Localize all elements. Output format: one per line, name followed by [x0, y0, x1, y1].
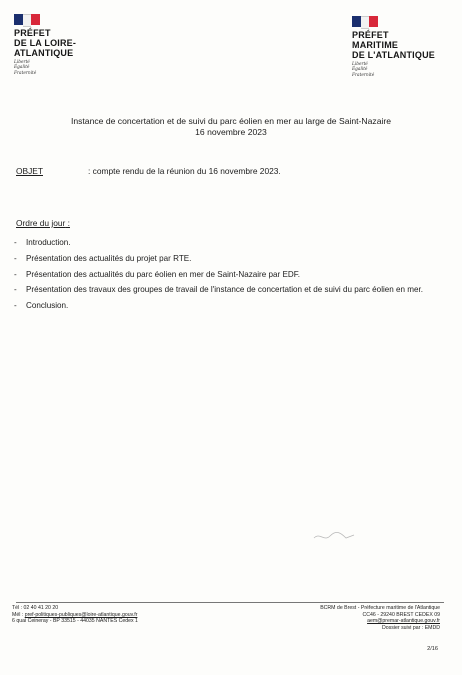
footer-divider: [16, 602, 444, 603]
agenda-item: - Conclusion.: [14, 301, 69, 311]
bullet-dash: -: [14, 238, 17, 247]
footer-mel-link[interactable]: pref-politiques-publiques@loire-atlantique.gouv.fr: [24, 611, 138, 618]
logo-right-title: PRÉFET MARITIME DE L'ATLANTIQUE: [352, 30, 435, 60]
objet-row: [16, 166, 281, 176]
marianne-flag-icon: [14, 14, 40, 25]
prefet-maritime-atlantique-logo: [352, 16, 435, 78]
agenda-list: [14, 238, 444, 317]
footer-tel: Tél : 02 40 41 20 20: [12, 605, 59, 611]
footer-right-line2: CC46 - 29240 BREST CEDEX 09: [362, 611, 440, 618]
logo-right-motto: Liberté Égalité Fraternité: [352, 62, 375, 78]
heading-date: 16 novembre 2023: [195, 126, 267, 137]
logo-left-motto: Liberté Égalité Fraternité: [14, 60, 37, 76]
document-heading: [20, 116, 442, 137]
objet-label: OBJET: [16, 166, 43, 176]
page-number: 2/16: [427, 646, 438, 652]
footer-left-contact: [12, 605, 138, 625]
footer-right-line4: Dossier suivi par : EMDD: [382, 624, 440, 631]
footer-right-email[interactable]: aem@premar-atlantique.gouv.fr: [367, 618, 440, 625]
logo-left-title: PRÉFET DE LA LOIRE- ATLANTIQUE: [14, 28, 77, 58]
heading-title: Instance de concertation et de suivi du parc éolien en mer au large de Saint-Nazaire: [70, 116, 392, 126]
agenda-item: - Présentation des travaux des groupes de travail de l'instance de concertation et de suivi du parc éolien en mer.: [14, 285, 424, 295]
footer-mel: Mél : pref-politiques-publiques@loire-atlantique.gouv.fr: [12, 611, 138, 618]
bullet-dash: -: [14, 253, 17, 263]
footer-address: 6 quai Ceineray - BP 33515 - 44035 NANTES Cedex 1: [12, 618, 138, 625]
prefet-loire-atlantique-logo: [14, 14, 76, 76]
bullet-dash: -: [14, 301, 17, 311]
agenda-title: Ordre du jour :: [16, 218, 70, 228]
marianne-flag-icon: [352, 16, 378, 27]
objet-text: : compte rendu de la réunion du 16 novembre 2023.: [88, 166, 281, 176]
handwritten-mark: [312, 528, 356, 544]
agenda-item: - Présentation des actualités du parc éolien en mer de Saint-Nazaire par EDF.: [14, 269, 300, 279]
bullet-dash: -: [14, 269, 17, 279]
bullet-dash: -: [14, 285, 17, 295]
footer-right-contact: [320, 605, 440, 631]
agenda-item: - Introduction.: [14, 238, 71, 247]
footer-right-line1: BCRM de Brest - Préfecture maritime de l'Atlantique: [320, 605, 440, 611]
agenda-item: - Présentation des actualités du projet par RTE.: [14, 253, 192, 263]
